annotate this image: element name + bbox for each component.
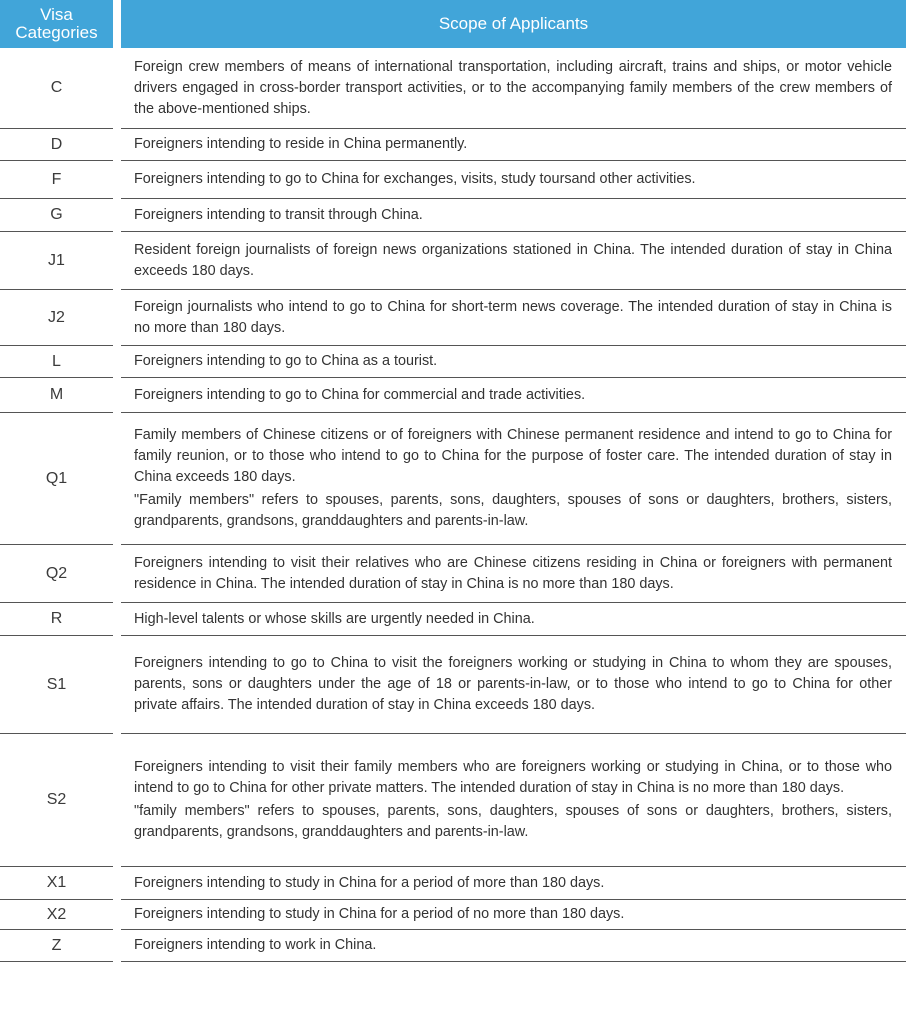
scope-paragraph: Foreigners intending to go to China for commercial and trade activities. bbox=[134, 386, 586, 403]
scope-paragraph: Foreigners intending to study in China for a period of more than 180 days. bbox=[134, 874, 605, 891]
table-body bbox=[0, 48, 908, 962]
table-row bbox=[0, 413, 908, 545]
header-visa-categories bbox=[0, 0, 113, 48]
scope-paragraph: Foreigners intending to go to China to visit the foreigners working or studying in China to whom they are spouses, parents, sons or daughters under the age of 18 or parents-in-law, or to those who intend to go to China for other private affairs. The intended duration of stay in China exceeds 180 days. bbox=[134, 655, 892, 713]
scope-paragraph: Foreigners intending to study in China for a period of no more than 180 days. bbox=[134, 906, 625, 922]
header-scope-of-applicants: Scope of Applicants bbox=[121, 0, 906, 48]
scope-of-applicants-cell bbox=[121, 603, 906, 636]
scope-of-applicants-cell bbox=[121, 129, 906, 161]
scope-paragraph: Foreigners intending to visit their relatives who are Chinese citizens residing in China or foreigners with permanent residence in China. The intended duration of stay in China is no more than 180 days. bbox=[134, 554, 892, 592]
visa-category-cell: S2 bbox=[0, 734, 113, 867]
scope-of-applicants-cell bbox=[121, 545, 906, 603]
scope-paragraph: "family members" refers to spouses, parents, sons, daughters, spouses of sons or daughters, brothers, sisters, grandparents, grandsons, granddaughters and parents-in-law. bbox=[134, 803, 892, 840]
visa-category-cell: L bbox=[0, 346, 113, 378]
scope-of-applicants-cell bbox=[121, 867, 906, 900]
visa-category-cell: X2 bbox=[0, 900, 113, 930]
scope-paragraph: Resident foreign journalists of foreign news organizations stationed in China. The intended duration of stay in China exceeds 180 days. bbox=[134, 241, 892, 279]
scope-paragraph: Foreigners intending to go to China as a tourist. bbox=[134, 353, 438, 369]
scope-of-applicants-cell bbox=[121, 900, 906, 930]
table-row bbox=[0, 900, 908, 930]
table-row bbox=[0, 636, 908, 734]
visa-category-cell: Z bbox=[0, 930, 113, 962]
header-category-line1: Visa bbox=[40, 5, 73, 24]
table-row bbox=[0, 199, 908, 232]
scope-of-applicants-cell bbox=[121, 734, 906, 867]
table-row bbox=[0, 232, 908, 290]
table-row bbox=[0, 346, 908, 378]
visa-category-cell: G bbox=[0, 199, 113, 232]
scope-paragraph: Foreign journalists who intend to go to China for short-term news coverage. The intended duration of stay in China is no more than 180 days. bbox=[134, 298, 892, 336]
scope-paragraph: Foreigners intending to work in China. bbox=[134, 937, 377, 953]
scope-of-applicants-cell bbox=[121, 199, 906, 232]
header-category-line2: Categories bbox=[15, 23, 98, 42]
scope-paragraph: "Family members" refers to spouses, parents, sons, daughters, spouses of sons or daughters, brothers, sisters, grandparents, grandsons, granddaughters and parents-in-law. bbox=[134, 492, 892, 529]
table-row bbox=[0, 545, 908, 603]
table-row bbox=[0, 734, 908, 867]
scope-of-applicants-cell bbox=[121, 48, 906, 129]
table-row bbox=[0, 48, 908, 129]
scope-paragraph: Foreigners intending to transit through China. bbox=[134, 206, 423, 223]
visa-category-cell: J2 bbox=[0, 290, 113, 346]
table-header bbox=[0, 0, 908, 48]
visa-category-cell: F bbox=[0, 161, 113, 199]
visa-category-cell: Q2 bbox=[0, 545, 113, 603]
visa-category-cell: M bbox=[0, 378, 113, 413]
visa-category-cell: X1 bbox=[0, 867, 113, 900]
scope-paragraph: Foreigners intending to reside in China permanently. bbox=[134, 136, 468, 152]
table-row bbox=[0, 161, 908, 199]
scope-of-applicants-cell bbox=[121, 346, 906, 378]
scope-of-applicants-cell bbox=[121, 232, 906, 290]
scope-of-applicants-cell bbox=[121, 378, 906, 413]
visa-category-cell: S1 bbox=[0, 636, 113, 734]
table-row bbox=[0, 603, 908, 636]
scope-of-applicants-cell bbox=[121, 413, 906, 545]
scope-of-applicants-cell bbox=[121, 290, 906, 346]
scope-paragraph: High-level talents or whose skills are urgently needed in China. bbox=[134, 610, 535, 627]
visa-category-cell: Q1 bbox=[0, 413, 113, 545]
table-row bbox=[0, 930, 908, 962]
table-row bbox=[0, 378, 908, 413]
visa-category-cell: C bbox=[0, 48, 113, 129]
table-row bbox=[0, 290, 908, 346]
visa-category-cell: D bbox=[0, 129, 113, 161]
visa-category-cell: J1 bbox=[0, 232, 113, 290]
table-row bbox=[0, 867, 908, 900]
scope-paragraph: Foreigners intending to visit their family members who are foreigners working or studying in China, or to those who intend to go to China for other private matters. The intended duration of stay in China is no more than 180 days. bbox=[134, 759, 892, 796]
scope-of-applicants-cell bbox=[121, 161, 906, 199]
visa-category-cell: R bbox=[0, 603, 113, 636]
scope-paragraph: Foreign crew members of means of international transportation, including aircraft, trains and ships, or motor vehicle drivers engaged in cross-border transport activities, or to the accompanying family members of the crew members of the above-mentioned ships. bbox=[134, 58, 892, 117]
scope-of-applicants-cell bbox=[121, 930, 906, 962]
scope-of-applicants-cell bbox=[121, 636, 906, 734]
scope-paragraph: Family members of Chinese citizens or of foreigners with Chinese permanent residence and intend to go to China for family reunion, or to those who intend to go to China for the purpose of foster care. The intended duration of stay in China exceeds 180 days. bbox=[134, 427, 892, 485]
scope-paragraph: Foreigners intending to go to China for exchanges, visits, study toursand other activities. bbox=[134, 171, 696, 187]
table-row bbox=[0, 129, 908, 161]
